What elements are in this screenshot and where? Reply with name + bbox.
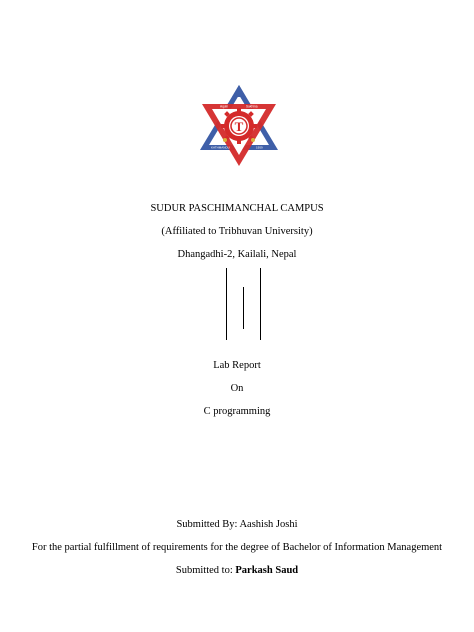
campus-name: SUDUR PASCHIMANCHAL CAMPUS — [150, 203, 324, 214]
divider-bar-right — [260, 268, 261, 340]
report-subject: C programming — [203, 406, 271, 417]
submitted-to-name: Parkash Saud — [235, 565, 299, 576]
report-connector: On — [230, 383, 244, 394]
affiliation: (Affiliated to Tribhuvan University) — [161, 226, 313, 237]
tribhuvan-university-logo — [196, 82, 282, 168]
report-type: Lab Report — [213, 360, 261, 371]
logo-text-bottom-right: 1959 — [256, 145, 263, 150]
campus-address: Dhangadhi-2, Kailali, Nepal — [177, 249, 297, 260]
submitted-to — [0, 564, 474, 578]
logo-monogram: T — [234, 119, 244, 134]
logo-text-bottom-left: KATHMANDU — [211, 145, 230, 150]
tu-emblem-icon — [196, 82, 282, 168]
submitted-to-label: Submitted to: — [175, 565, 236, 576]
divider-bar-middle — [243, 287, 244, 329]
logo-text-top-right: Sakhina — [246, 104, 258, 109]
divider-bar-left — [226, 268, 227, 340]
submitted-by: Submitted By: Aashish Joshi — [176, 519, 298, 530]
logo-text-top-left: Aquin — [220, 104, 229, 109]
purpose-statement: For the partial fulfillment of requirements for the degree of Bachelor of Information Management — [31, 542, 443, 553]
